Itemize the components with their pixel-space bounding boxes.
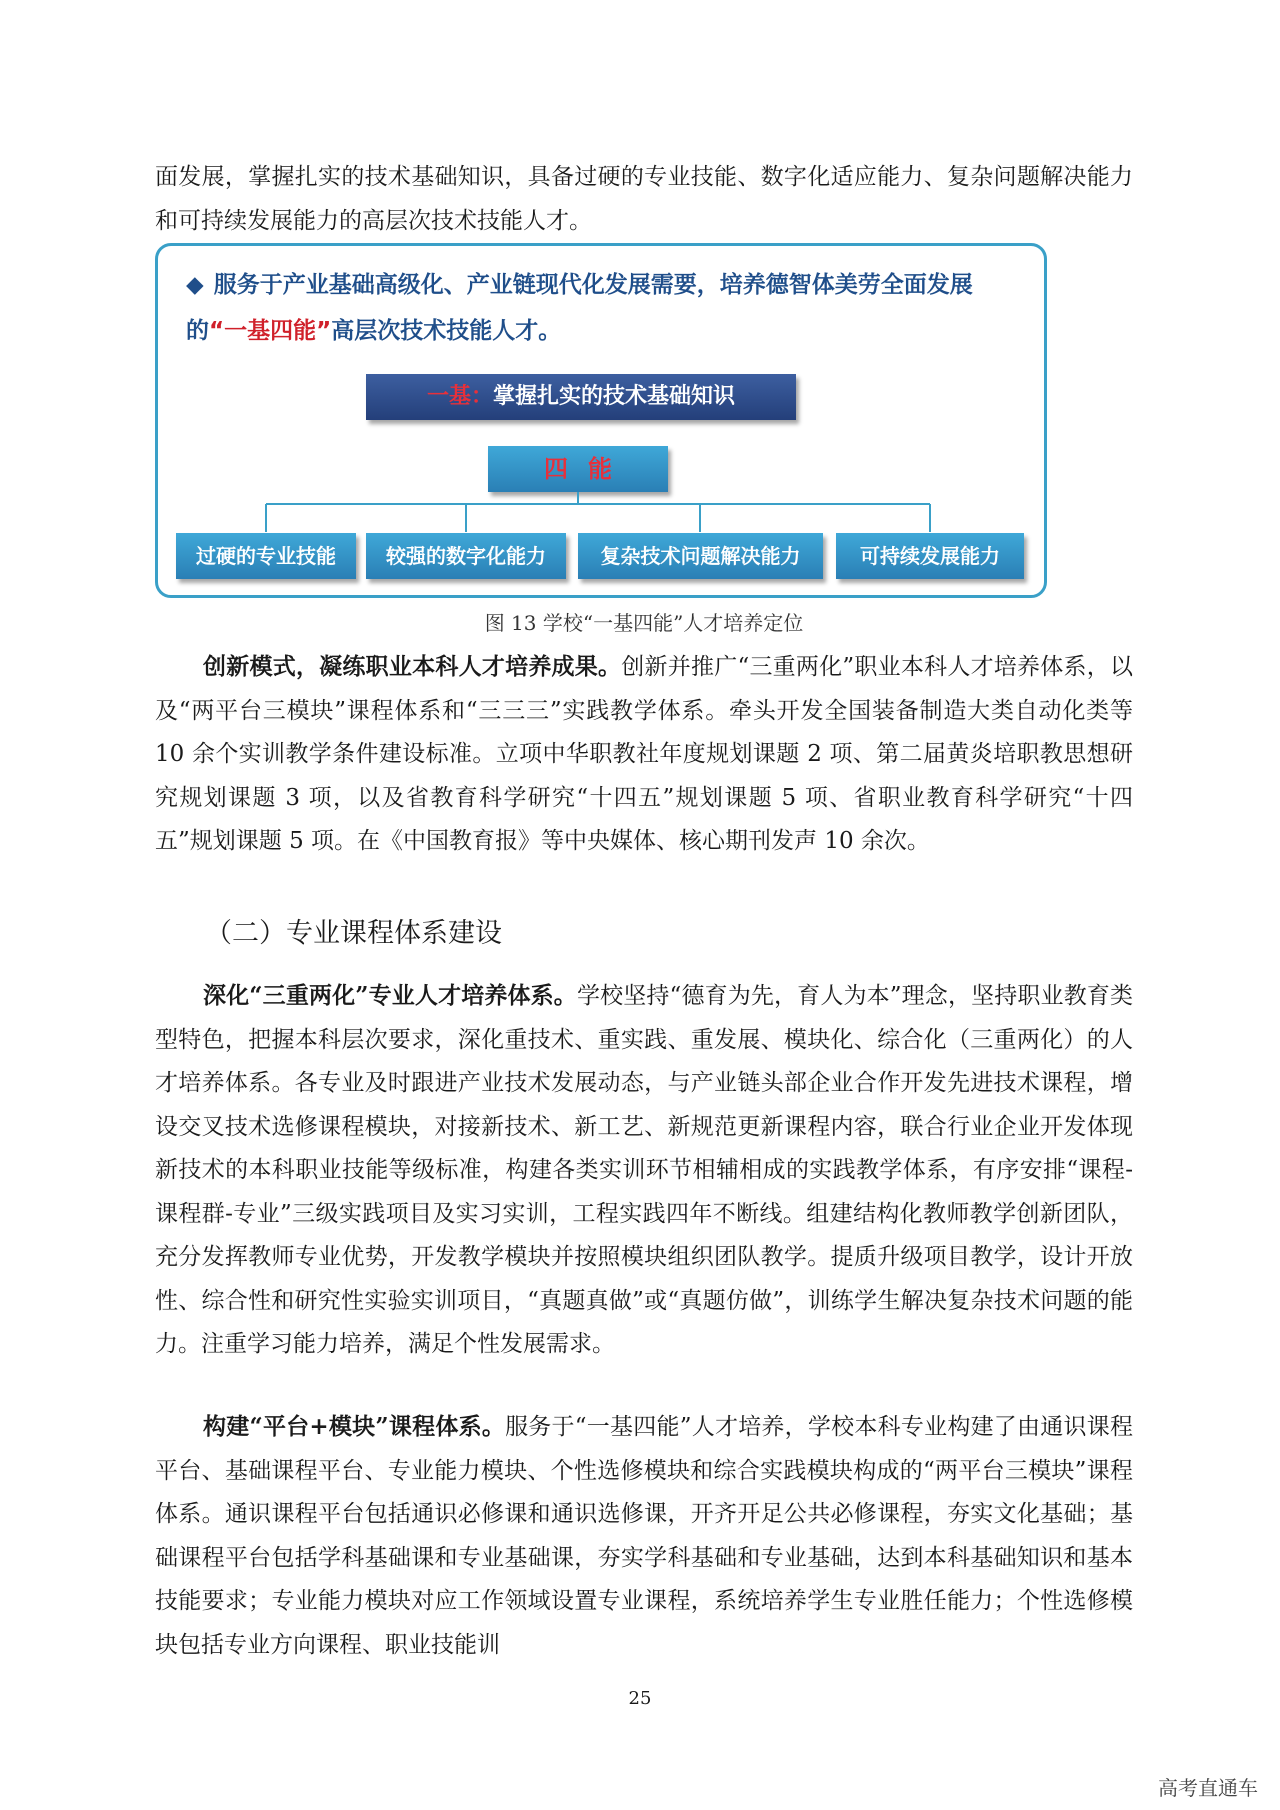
- paragraph-training-system: [155, 974, 1133, 1367]
- paragraph-lead-bold: 创新模式，凝练职业本科人才培养成果。: [203, 653, 622, 680]
- figure-lead-before: 服务于产业基础高级化、产业链现代化发展需要，培养德智体美劳全面发展的: [186, 272, 973, 344]
- paragraph-lead-bold: 构建“平台+模块”课程体系。: [203, 1413, 506, 1440]
- paragraph-lead-bold: 深化“三重两化”专业人才培养体系。: [203, 982, 577, 1009]
- paragraph-innovation: [155, 645, 1133, 864]
- yiji-text: 掌握扎实的技术基础知识: [493, 384, 736, 409]
- diamond-bullet-icon: ◆: [186, 272, 204, 298]
- paragraph-body: 学校坚持“德育为先，育人为本”理念，坚持职业教育类型特色，把握本科层次要求，深化重技术、重实践、重发展、模块化、综合化（三重两化）的人才培养体系。各专业及时跟进产业技术发展动态，与产业链头部企业合作开发先进技术课程，增设交叉技术选修课程模块，对接新技术、新工艺、新规范更新课程内容，联合行业企业开发体现新技术的本科职业技能等级标准，构建各类实训环节相辅相成的实践教学体系，有序安排“课程-课程群-专业”三级实践项目及实习实训，工程实践四年不断线。组建结构化教师教学创新团队，充分发挥教师专业优势，开发教学模块并按照模块组织团队教学。提质升级项目教学，设计开放性、综合性和研究性实验实训项目，“真题真做”或“真题仿做”，训练学生解决复杂技术问题的能力。注重学习能力培养，满足个性发展需求。: [155, 983, 1133, 1357]
- capability-box: 复杂技术问题解决能力: [578, 533, 823, 579]
- sineng-box: 四能: [488, 446, 668, 492]
- figure-caption: 图 13 学校“一基四能”人才培养定位: [484, 611, 804, 635]
- yiji-box: [366, 374, 796, 420]
- figure-positioning-diagram: [155, 243, 1047, 598]
- connector-lines: [158, 492, 1050, 532]
- capability-box: 可持续发展能力: [836, 533, 1024, 579]
- figure-lead-text: [186, 262, 1006, 354]
- paragraph-body: 创新并推广“三重两化”职业本科人才培养体系，以及“两平台三模块”课程体系和“三三三”实践教学体系。牵头开发全国装备制造大类自动化类等 10 余个实训教学条件建设标准。立项中华职教社年度规划课题 2 项、第二届黄炎培职教思想研究规划课题 3 项，以及省教育科学研究“十四五”规划课题 5 项、省职业教育科学研究“十四五”规划课题 5 项。在《中国教育报》等中央媒体、核心期刊发声 10 余次。: [155, 654, 1133, 854]
- figure-lead-after: 高层次技术技能人才。: [331, 318, 562, 344]
- capability-box: 较强的数字化能力: [366, 533, 566, 579]
- top-paragraph: 面发展，掌握扎实的技术基础知识，具备过硬的专业技能、数字化适应能力、复杂问题解决能力和可持续发展能力的高层次技术技能人才。: [155, 164, 1133, 234]
- paragraph-body: 服务于“一基四能”人才培养，学校本科专业构建了由通识课程平台、基础课程平台、专业能力模块、个性选修模块和综合实践模块构成的“两平台三模块”课程体系。通识课程平台包括通识必修课和通识选修课，开齐开足公共必修课程，夯实文化基础；基础课程平台包括学科基础课和专业基础课，夯实学科基础和专业基础，达到本科基础知识和基本技能要求；专业能力模块对应工作领域设置专业课程，系统培养学生专业胜任能力；个性选修模块包括专业方向课程、职业技能训: [155, 1414, 1133, 1658]
- page-number: 25: [628, 1688, 652, 1709]
- capability-box: 过硬的专业技能: [176, 533, 356, 579]
- paragraph-curriculum: [155, 1405, 1133, 1667]
- watermark-text: 高考直通车: [1158, 1776, 1258, 1800]
- yiji-prefix: 一基：: [426, 384, 493, 409]
- figure-lead-highlight: “一基四能”: [209, 318, 332, 344]
- section-heading: （二）专业课程体系建设: [205, 918, 502, 949]
